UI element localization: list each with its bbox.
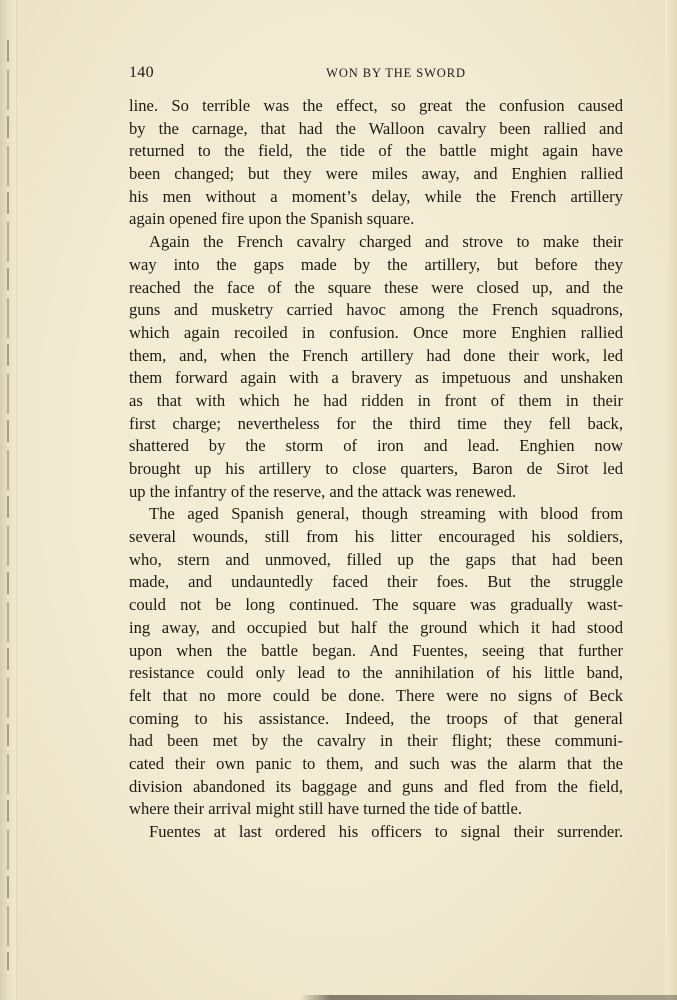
running-header [129,64,623,84]
text-line: resistance could only lead to the annihilation of his little band, [129,663,623,683]
binding-gutter [0,0,17,1000]
page-right-edge [665,0,677,1000]
text-line: where their arrival might still have turned the tide of battle. [129,799,523,819]
text-line: up the infantry of the reserve, and the attack was renewed. [129,481,517,501]
text-line: coming to his assistance. Indeed, the troops of that general [129,708,623,728]
text-line: as that with which he had ridden in front of them in their [129,390,623,410]
text-line: guns and musketry carried havoc among the French squadrons, [129,300,623,320]
text-line: shattered by the storm of iron and lead. Enghien now [129,436,623,456]
page-number: 140 [129,64,154,81]
text-line: them, and, when the French artillery had done their work, led [129,345,623,365]
text-line: Again the French cavalry charged and strove to make their [149,232,623,252]
text-line: reached the face of the square these were closed up, and the [129,277,623,297]
text-line: division abandoned its baggage and guns and fled from the field, [129,776,623,796]
running-title: WON BY THE SWORD [326,66,466,80]
text-line: line. So terrible was the effect, so great the confusion caused [129,96,623,115]
text-line: them forward again with a bravery as impetuous and unshaken [129,368,623,388]
page-bottom-edge-shadow [300,995,677,1000]
text-line: returned to the field, the tide of the battle might again have [129,141,623,161]
text-line: first charge; nevertheless for the third time they fell back, [129,413,623,433]
text-line: could not be long continued. The square was gradually wast- [129,595,623,615]
text-line: which again recoiled in confusion. Once more Enghien rallied [129,322,623,342]
text-line: The aged Spanish general, though streaming with blood from [149,504,623,524]
binding-edge-shadow [7,40,9,970]
text-line: ing away, and occupied but half the ground which it had stood [129,617,623,637]
body-text [129,95,623,844]
text-line: been changed; but they were miles away, and Enghien rallied [129,164,623,184]
text-line: again opened fire upon the Spanish square. [129,209,415,229]
text-line: made, and undauntedly faced their foes. But the struggle [129,572,623,592]
text-line: several wounds, still from his litter encouraged his soldiers, [129,527,623,547]
text-line: Fuentes at last ordered his officers to signal their surrender. [149,822,623,841]
text-line: way into the gaps made by the artillery, but before they [129,254,623,274]
text-line: felt that no more could be done. There were no signs of Beck [129,685,623,705]
text-line: had been met by the cavalry in their flight; these communi- [129,731,623,751]
text-line: brought up his artillery to close quarters, Baron de Sirot led [129,459,623,478]
text-line: upon when the battle began. And Fuentes, seeing that further [129,640,623,660]
text-line: by the carnage, that had the Walloon cavalry been rallied and [129,118,623,138]
text-line: his men without a moment’s delay, while the French artillery [129,186,623,206]
text-line: cated their own panic to them, and such was the alarm that the [129,753,623,773]
text-line: who, stern and unmoved, filled up the gaps that had been [129,549,623,569]
